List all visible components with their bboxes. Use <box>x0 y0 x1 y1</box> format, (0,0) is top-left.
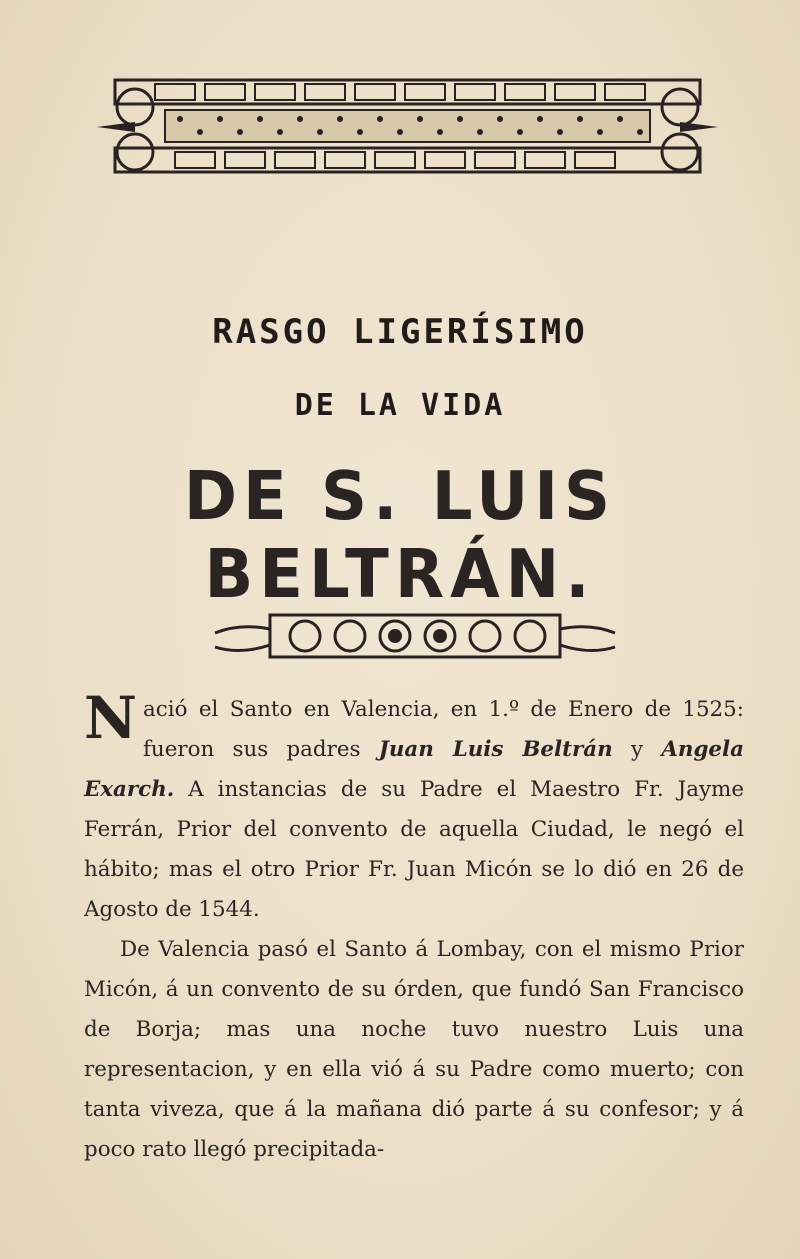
ornament-panels-bottom <box>175 152 615 168</box>
paragraph-1-part-1: ació el Santo en Valencia, en 1.º de Enero de 1525: fueron sus padres <box>143 697 744 762</box>
divider-tails <box>215 627 615 651</box>
paragraph-1-part-3: A instancias de su Padre el Maestro Fr. Jayme Ferrán, Prior del convento de aquella Ciudad, le negó el hábito; mas el otro Prior Fr. Juan Micón se lo dió en 26 de Agosto de 1544. <box>84 777 744 922</box>
title-line-2: DE LA VIDA <box>294 388 506 423</box>
drop-cap: N <box>84 684 138 752</box>
mother-name: Angela Exarch. <box>84 737 745 802</box>
ornament-beaded-band <box>165 110 650 142</box>
ornamental-header-band <box>95 72 720 187</box>
title-line-1: RASGO LIGERÍSIMO <box>212 312 588 352</box>
ornament-panels-top <box>155 84 645 100</box>
body-text <box>84 684 745 1170</box>
divider-knot-centers <box>388 629 447 643</box>
father-name: Juan Luis Beltrán <box>378 737 613 762</box>
paragraph-1 <box>84 684 745 930</box>
ornamental-divider <box>210 605 620 667</box>
paragraph-1-part-2: y <box>612 737 662 762</box>
paragraph-2: De Valencia pasó el Santo á Lombay, con el mismo Prior Micón, á un convento de su órden, que fundó San Francisco de Borja; mas una noche tuvo nuestro Luis una representacion, y en ella vió á su Padre como muerto; con tanta viveza, que á la mañana dió parte á su confesor; y á poco rato llegó precipitada- <box>84 937 744 1162</box>
title-line-3: DE S. LUIS BELTRÁN. <box>183 458 617 614</box>
divider-knots <box>290 621 545 651</box>
